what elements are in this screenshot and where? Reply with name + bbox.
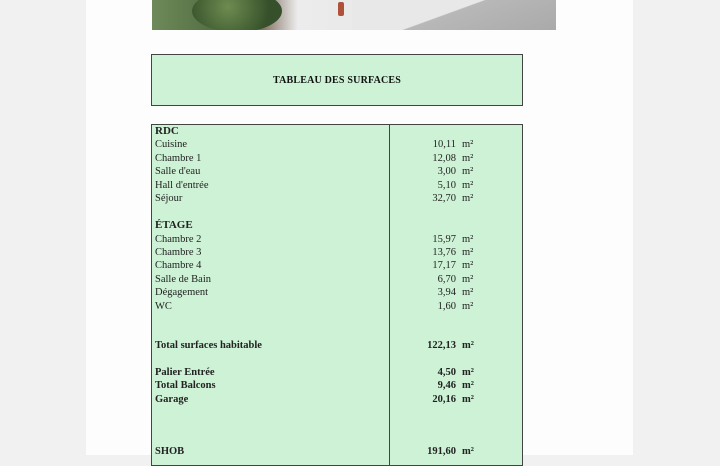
table-row (152, 259, 522, 272)
row-value: 5,10 (437, 180, 456, 191)
row-unit: m² (462, 193, 474, 204)
figure-shape (338, 2, 344, 16)
row-value: 12,08 (432, 153, 456, 164)
row-label: Chambre 4 (155, 260, 202, 271)
row-value: 9,46 (437, 380, 456, 391)
row-label: Dégagement (155, 287, 209, 298)
row-unit: m² (462, 247, 474, 258)
row-unit: m² (462, 367, 474, 378)
house-photo (152, 0, 556, 30)
row-label: Total Balcons (155, 380, 216, 391)
table-row (152, 152, 522, 165)
row-value: 10,11 (432, 139, 456, 150)
surfaces-table (151, 124, 523, 466)
row-value: 3,00 (437, 166, 456, 177)
total-row-garage (152, 393, 522, 406)
row-label: Hall d'entrée (155, 180, 209, 191)
driveway-shape (352, 0, 556, 30)
row-unit: m² (462, 180, 474, 191)
table-row (152, 286, 522, 299)
row-unit: m² (462, 446, 474, 457)
row-label: Total surfaces habitable (155, 340, 262, 351)
table-title-box (151, 54, 523, 106)
row-label: Chambre 3 (155, 247, 202, 258)
total-row-balcons (152, 379, 522, 392)
row-label: Chambre 1 (155, 153, 202, 164)
row-label: WC (155, 301, 172, 312)
row-unit: m² (462, 274, 474, 285)
row-unit: m² (462, 380, 474, 391)
table-row (152, 138, 522, 151)
row-value: 17,17 (432, 260, 456, 271)
row-label: Salle de Bain (155, 274, 211, 285)
table-row (152, 300, 522, 313)
total-row-habitable (152, 339, 522, 352)
row-label: Palier Entrée (155, 367, 215, 378)
row-unit: m² (462, 234, 474, 245)
table-title: TABLEAU DES SURFACES (272, 74, 402, 86)
row-label: Séjour (155, 193, 183, 204)
row-unit: m² (462, 394, 474, 405)
row-label: SHOB (155, 446, 185, 457)
row-value: 122,13 (427, 340, 456, 351)
row-unit: m² (462, 139, 474, 150)
table-row (152, 273, 522, 286)
row-value: 1,60 (437, 301, 456, 312)
total-row-palier (152, 366, 522, 379)
row-label: Cuisine (155, 139, 188, 150)
row-value: 191,60 (427, 446, 456, 457)
row-value: 3,94 (437, 287, 456, 298)
row-value: 6,70 (437, 274, 456, 285)
section-heading-etage: ÉTAGE (155, 219, 193, 231)
table-row (152, 179, 522, 192)
table-row (152, 246, 522, 259)
row-unit: m² (462, 301, 474, 312)
table-row (152, 192, 522, 205)
section-heading-rdc: RDC (155, 125, 179, 137)
row-value: 13,76 (432, 247, 456, 258)
row-value: 32,70 (432, 193, 456, 204)
row-unit: m² (462, 153, 474, 164)
total-row-shob (152, 445, 522, 458)
row-value: 4,50 (437, 367, 456, 378)
row-value: 20,16 (432, 394, 456, 405)
row-label: Chambre 2 (155, 234, 202, 245)
row-value: 15,97 (432, 234, 456, 245)
row-label: Salle d'eau (155, 166, 201, 177)
row-unit: m² (462, 287, 474, 298)
row-unit: m² (462, 166, 474, 177)
row-unit: m² (462, 260, 474, 271)
table-row (152, 165, 522, 178)
table-row (152, 233, 522, 246)
row-label: Garage (155, 394, 189, 405)
bush-shape (192, 0, 282, 30)
row-unit: m² (462, 340, 474, 351)
